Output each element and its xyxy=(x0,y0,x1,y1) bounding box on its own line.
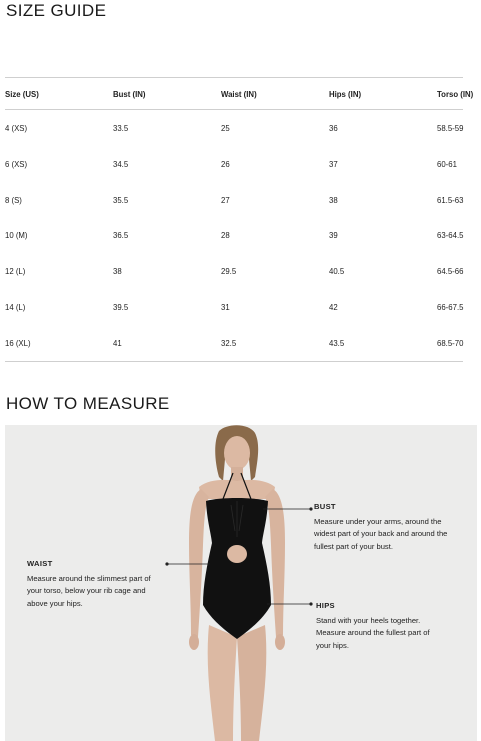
waist-cell: 32.5 xyxy=(221,338,237,348)
hips-cell: 36 xyxy=(329,124,338,133)
bust-instruction-line: widest part of your back and around the xyxy=(314,529,448,539)
waist-cell: 25 xyxy=(221,124,230,133)
hips-instruction-line: Stand with your heels together. xyxy=(316,615,421,625)
column-header-waist: Waist (IN) xyxy=(221,90,257,99)
size-cell: 16 (XL) xyxy=(5,338,31,348)
torso-cell: 63-64.5 xyxy=(437,231,464,241)
bust-cell: 34.5 xyxy=(113,159,129,169)
column-header-torso: Torso (IN) xyxy=(437,90,474,99)
size-cell: 12 (L) xyxy=(5,267,26,277)
size-cell: 8 (S) xyxy=(5,195,22,205)
torso-cell: 66-67.5 xyxy=(437,302,464,312)
bust-cell: 39.5 xyxy=(113,302,129,312)
table-row xyxy=(5,217,463,253)
bust-cell: 38 xyxy=(113,267,122,277)
bust-instruction-line: fullest part of your bust. xyxy=(314,541,393,551)
bust-callout xyxy=(314,501,477,553)
bust-cell: 33.5 xyxy=(113,124,129,133)
hips-cell: 40.5 xyxy=(329,267,345,277)
waist-callout xyxy=(27,558,192,610)
table-row xyxy=(5,325,463,361)
torso-cell: 64.5-66 xyxy=(437,267,464,277)
hips-label: HIPS xyxy=(316,601,335,610)
waist-instruction-line: your torso, below your rib cage and xyxy=(27,586,146,596)
waist-instruction-line: Measure around the slimmest part of xyxy=(27,573,151,583)
size-cell: 10 (M) xyxy=(5,231,28,241)
waist-cell: 27 xyxy=(221,195,230,205)
table-row xyxy=(5,289,463,325)
hips-cell: 43.5 xyxy=(329,338,345,348)
bust-label: BUST xyxy=(314,502,336,511)
table-header xyxy=(5,78,474,110)
column-header-size: Size (US) xyxy=(5,90,39,99)
size-cell: 6 (XS) xyxy=(5,159,28,169)
hips-callout xyxy=(316,600,477,652)
table-row xyxy=(5,253,463,289)
how-to-measure-title: HOW TO MEASURE xyxy=(6,394,170,413)
torso-cell: 60-61 xyxy=(437,159,457,169)
size-cell: 14 (L) xyxy=(5,302,26,312)
hips-cell: 42 xyxy=(329,302,338,312)
measurement-figure-panel xyxy=(5,425,477,741)
bust-instruction-line: Measure under your arms, around the xyxy=(314,516,442,526)
size-cell: 4 (XS) xyxy=(5,124,28,133)
table-row xyxy=(5,146,463,182)
torso-cell: 68.5-70 xyxy=(437,338,464,348)
hips-cell: 39 xyxy=(329,231,338,241)
table-row xyxy=(5,182,463,218)
waist-instruction-line: above your hips. xyxy=(27,598,83,608)
waist-cell: 26 xyxy=(221,159,230,169)
column-header-bust: Bust (IN) xyxy=(113,90,146,99)
waist-cell: 28 xyxy=(221,231,230,241)
hips-cell: 37 xyxy=(329,159,338,169)
hips-cell: 38 xyxy=(329,195,338,205)
bust-cell: 36.5 xyxy=(113,231,129,241)
waist-cell: 29.5 xyxy=(221,267,237,277)
hips-instruction-line: Measure around the fullest part of xyxy=(316,628,430,638)
column-header-hips: Hips (IN) xyxy=(329,90,362,99)
bust-cell: 35.5 xyxy=(113,195,129,205)
table-row xyxy=(5,110,463,146)
torso-cell: 61.5-63 xyxy=(437,195,464,205)
waist-cell: 31 xyxy=(221,302,230,312)
size-table xyxy=(5,77,474,362)
waist-label: WAIST xyxy=(27,559,53,568)
hips-instruction-line: your hips. xyxy=(316,640,349,650)
size-guide-title: SIZE GUIDE xyxy=(6,1,107,20)
torso-cell: 58.5-59 xyxy=(437,124,464,133)
bust-cell: 41 xyxy=(113,338,122,348)
